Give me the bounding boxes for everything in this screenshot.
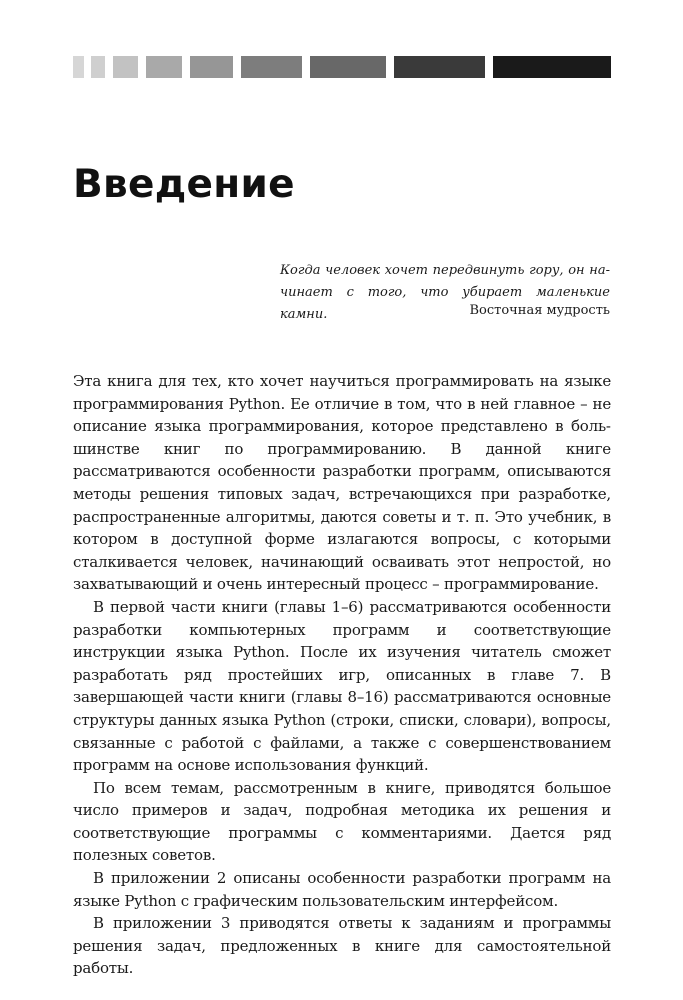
paragraph: По всем темам, рассмотренным в книге, приводятся большое число примеров и задач, подробная методика их решения и соответствующие программы с комментариями. Дается ряд полезных советов. xyxy=(73,778,611,865)
header-bar xyxy=(493,56,611,78)
header-bar xyxy=(146,56,182,78)
paragraph: В первой части книги (главы 1–6) рассматриваются особенности разработки компьютерных программ и соответствующие инструкции языка Python. После их изучения читатель сможет разработать ряд простейших игр, описанных в главе 7. В завершающей части книги (главы 8–16) рассматриваются основные структуры данных языка Python (строки, списки, словари), вопросы, связанные с работой с файлами, а также с совершенствованием программ на основе использования функций. xyxy=(73,597,611,775)
header-bar xyxy=(394,56,485,78)
chapter-title: Введение xyxy=(73,162,295,207)
epigraph-source: Восточная мудрость xyxy=(469,303,610,318)
header-bar xyxy=(190,56,233,78)
paragraph: В приложении 3 приводятся ответы к заданиям и программы решения задач, предложенных в книге для самостоятельной работы. xyxy=(73,914,611,978)
paragraph: В приложении 2 описаны особенности разработки программ на языке Python с графическим пользовательским интерфейсом. xyxy=(73,869,611,910)
body-text xyxy=(73,370,611,980)
header-bar xyxy=(113,56,138,78)
header-bar xyxy=(241,56,302,78)
header-bar xyxy=(310,56,386,78)
header-bar xyxy=(73,56,84,78)
paragraph: Эта книга для тех, кто хочет научиться программировать на языке программирования Python. Ее отличие в том, что в ней главное – не описание языка программирования, которое представлено в большинстве книг по программированию. В данной книге рассматриваются особенности разработки программ, описываются методы решения типовых задач, встречающихся при разработке, распространенные алгоритмы, даются советы и т. п. Это учебник, в котором в доступной форме излагаются вопросы, с которыми сталкивается человек, начинающий осваивать этот непростой, но захватывающий и очень интересный процесс – программирование. xyxy=(73,372,611,594)
header-bar xyxy=(91,56,105,78)
epigraph-quote: Когда человек хочет передвинуть гору, он начинает с того, что убирает маленькие камни. xyxy=(280,263,610,322)
